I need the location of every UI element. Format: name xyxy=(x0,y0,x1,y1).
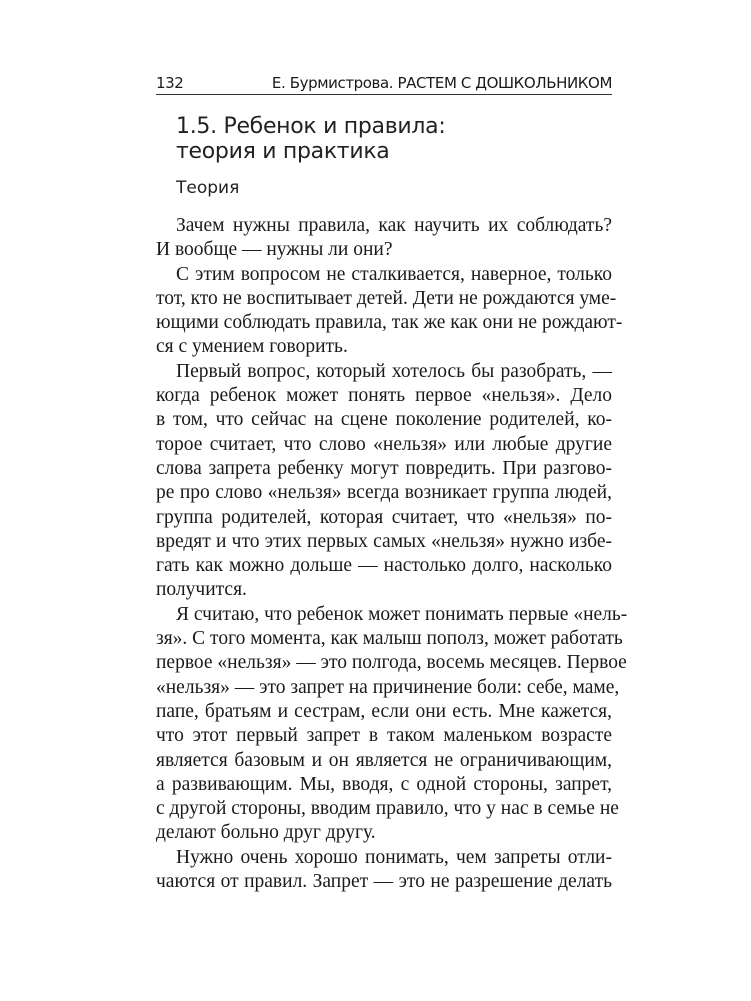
text-line: ющими соблюдать правила, так же как они не рождают- xyxy=(156,312,623,334)
text-line: вредят и что этих первых самых «нельзя» нужно избе- xyxy=(156,530,612,552)
text-line: Зачем нужны правила, как научить их соблюдать? xyxy=(176,215,612,236)
text-line: что этот первый запрет в таком маленьком возрасте xyxy=(156,725,612,747)
body-text xyxy=(156,214,628,894)
text-line: ся с умением говорить. xyxy=(156,336,348,358)
section-title-line: теория и практика xyxy=(176,139,390,164)
text-line: торое считает, что слово «нельзя» или любые другие xyxy=(156,433,612,455)
text-line: Я считаю, что ребенок может понимать первые «нель- xyxy=(176,603,628,625)
text-line: тот, кто не воспитывает детей. Дети не рождаются уме- xyxy=(156,287,617,309)
text-line: Первый вопрос, который хотелось бы разобрать, — xyxy=(176,360,612,382)
text-line: чаются от правил. Запрет — это не разрешение делать xyxy=(156,871,612,893)
running-title: Е. Бурмистрова. РАСТЕМ С ДОШКОЛЬНИКОМ xyxy=(271,74,612,92)
text-line: делают больно друг другу. xyxy=(156,822,376,844)
text-line: первое «нельзя» — это полгода, восемь месяцев. Первое xyxy=(156,652,627,674)
text-line: зя». С того момента, как малыш пополз, может работать xyxy=(156,628,623,650)
text-line: С этим вопросом не сталкивается, наверное, только xyxy=(176,263,612,285)
text-line: гать как можно дольше — настолько долго, насколько xyxy=(156,555,612,577)
subheading: Теория xyxy=(176,178,240,198)
text-line: в том, что сейчас на сцене поколение родителей, ко- xyxy=(156,409,612,431)
paragraph xyxy=(156,360,612,603)
text-line: ре про слово «нельзя» всегда возникает группа людей, xyxy=(156,482,612,504)
text-line: слова запрета ребенку могут повредить. При разгово- xyxy=(156,457,612,479)
text-line: И вообще — нужны ли они? xyxy=(156,239,393,261)
paragraph xyxy=(156,846,612,895)
paragraph xyxy=(156,214,612,263)
text-line: папе, братьям и сестрам, если они есть. Мне кажется, xyxy=(156,700,612,722)
page-number: 132 xyxy=(156,74,184,92)
text-line: группа родителей, которая считает, что «нельзя» по- xyxy=(156,506,612,528)
paragraph xyxy=(156,263,623,360)
paragraph xyxy=(156,603,628,846)
text-line: «нельзя» — это запрет на причинение боли: себе, маме, xyxy=(156,676,620,698)
section-title-line: 1.5. Ребенок и правила: xyxy=(176,114,446,139)
text-line: Нужно очень хорошо понимать, чем запреты отли- xyxy=(176,846,612,868)
text-line: а развивающим. Мы, вводя, с одной стороны, запрет, xyxy=(156,773,612,795)
text-line: получится. xyxy=(156,579,247,601)
text-line: когда ребенок может понять первое «нельзя». Дело xyxy=(156,385,612,407)
section-title xyxy=(176,114,445,164)
text-line: является базовым и он является не ограничивающим, xyxy=(156,749,612,771)
text-line: с другой стороны, вводим правило, что у нас в семье не xyxy=(156,798,619,820)
running-header xyxy=(156,72,612,95)
